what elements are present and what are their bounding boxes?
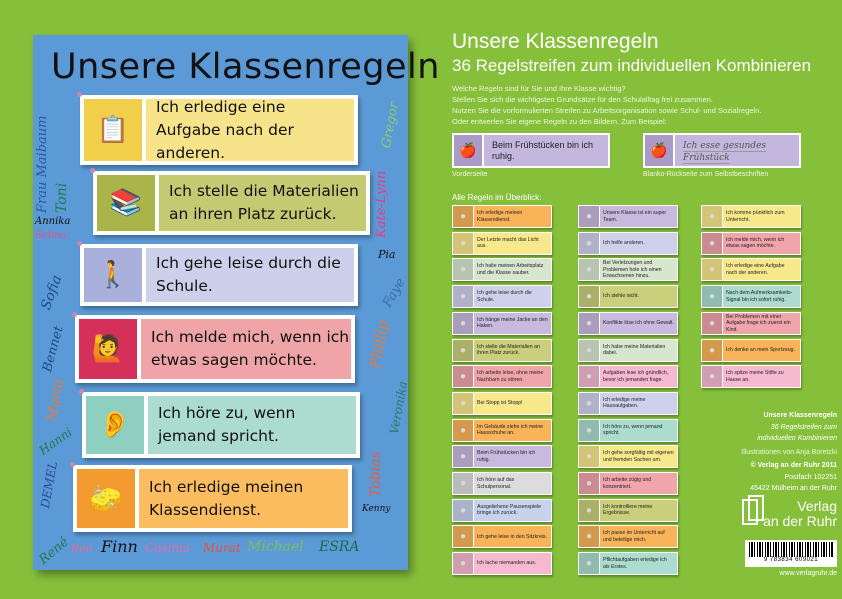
rule-strip (452, 499, 552, 522)
rule-text: Ich gehe leise durch die Schule. (474, 286, 551, 307)
rule-text: Konflikte löse ich ohne Gewalt. (600, 313, 677, 334)
rule-text: Bei Problemen mit einer Aufgabe frage ich zuerst ein Kind. (723, 313, 800, 334)
example-front-text: Beim Frühstücken bin ich ruhig. (484, 135, 608, 166)
handwritten-name: Hanni (36, 425, 75, 458)
rule-text: Ich erledige eine Aufgabe nach der anderen. (146, 99, 354, 161)
rule-illustration-icon: ● (579, 366, 599, 387)
rule-illustration-icon: ● (702, 286, 722, 307)
handwritten-name: Tobias (368, 451, 384, 497)
illustrator: Illustrationen von Anja Boretzki (741, 448, 837, 456)
rule-illustration-icon: ● (453, 286, 473, 307)
info-panel (452, 0, 842, 599)
rule-illustration-icon: ● (702, 366, 722, 387)
rule-strip (452, 445, 552, 468)
child-raising-hand-icon: 🙋 (79, 319, 137, 379)
handwritten-name: Faye (380, 275, 409, 310)
intro-text (452, 83, 761, 127)
rule-illustration-icon: ● (453, 393, 473, 414)
rule-strip (452, 419, 552, 442)
pin-icon (72, 312, 77, 317)
rule-illustration-icon: ● (453, 420, 473, 441)
rule-illustration-icon: ● (579, 420, 599, 441)
rule-strip (578, 445, 678, 468)
poster-title: Unsere Klassenregeln (51, 47, 440, 87)
rule-strip (452, 365, 552, 388)
rule-text: Ich melde mich, wenn ich etwas sagen möchte. (141, 319, 351, 379)
logo-line2: an der Ruhr (763, 513, 837, 529)
rule-text: Ich erledige meinen Klassendienst. (139, 469, 348, 528)
rule-illustration-icon: ● (453, 259, 473, 280)
rule-illustration-icon: ● (579, 500, 599, 521)
rule-strip (452, 258, 552, 281)
rule-text: Ich arbeite leise, ohne meine Nachbarn zu stören. (474, 366, 551, 387)
pin-icon (79, 389, 84, 394)
rule-text: Ich lache niemanden aus. (474, 553, 551, 574)
rule-illustration-icon: ● (579, 446, 599, 467)
rule-strip (701, 205, 801, 228)
rule-illustration-icon: ● (453, 553, 473, 574)
rule-illustration-icon: ● (702, 340, 722, 361)
rule-strip (701, 232, 801, 255)
rule-text: Im Gebäude ziehe ich meine Hausschuhe an. (474, 420, 551, 441)
footer-title: Unsere Klassenregeln (763, 412, 837, 419)
rule-illustration-icon: ● (579, 526, 599, 547)
all-rules-label: Alle Regeln im Überblick: (452, 193, 542, 202)
handwritten-name: Toni (54, 182, 70, 213)
handwritten-name: René (36, 534, 72, 568)
pin-icon (77, 92, 82, 97)
rule-illustration-icon: ● (702, 313, 722, 334)
rule-text: Ich höre auf das Schulpersonal. (474, 473, 551, 494)
caption-back: Blanko-Rückseite zum Selbstbeschriften (643, 171, 769, 178)
rule-strip (578, 419, 678, 442)
intro-line: Nutzen Sie die vorformulierten Streifen zu Arbeitsorganisation sowie Schul- und Sozialregeln. (452, 106, 762, 115)
handwritten-name: Ben (71, 542, 93, 555)
rule-text: Pflichtaufgaben erledige ich als Erstes. (600, 553, 677, 574)
rule-text: Ich stelle die Materialien an ihren Platz zurück. (159, 175, 366, 231)
footer-sub2: individuellen Kombinieren (757, 435, 837, 442)
rule-text: Ich kontrolliere meine Ergebnisse. (600, 500, 677, 521)
rule-text: Ich spitze meine Stifte zu Hause an. (723, 366, 800, 387)
poster-rule-strip (75, 315, 355, 383)
handwritten-name: Sofia (38, 273, 66, 313)
rule-strip (452, 339, 552, 362)
intro-line: Stellen Sie sich die wichtigsten Grundsätze für den Schulalltag frei zusammen. (452, 95, 713, 104)
rule-strip (578, 499, 678, 522)
rule-text: Ich höre zu, wenn jemand spricht. (600, 420, 677, 441)
rule-strip (578, 552, 678, 575)
rule-text: Ich gehe sorgfältig mit eigenen und fremden Sachen um. (600, 446, 677, 467)
postfach: Postfach 102251 (784, 473, 837, 481)
rule-illustration-icon: ● (702, 233, 722, 254)
rule-strip (578, 472, 678, 495)
rule-illustration-icon: ● (453, 340, 473, 361)
rule-strip (578, 525, 678, 548)
rule-strip (578, 205, 678, 228)
publisher-info (707, 410, 837, 495)
handwritten-name: Bennet (40, 324, 67, 374)
handwritten-name: Pia (378, 248, 396, 261)
rule-illustration-icon: ● (453, 526, 473, 547)
rule-strip (578, 285, 678, 308)
rule-illustration-icon: ● (453, 446, 473, 467)
rule-text: Ich gehe leise in den Sitzkreis. (474, 526, 551, 547)
rule-text: Aufgaben lese ich gründlich, bevor ich jemanden frage. (600, 366, 677, 387)
rule-strip (701, 258, 801, 281)
rule-strip (578, 232, 678, 255)
rule-text: Ich erledige eine Aufgabe nach der anderen. (723, 259, 800, 280)
rule-text: Ich denke an mein Sportzeug. (723, 340, 800, 361)
rule-strip (701, 285, 801, 308)
city: 45422 Mülheim an der Ruhr (750, 485, 837, 492)
handwritten-name: Annika (35, 216, 71, 227)
child-blackboard-icon: 🧽 (77, 469, 135, 528)
rule-strip (701, 339, 801, 362)
handwritten-name: ESRA (319, 539, 360, 555)
handwritten-name: Phillip (366, 318, 393, 370)
handwritten-name: Selma (35, 230, 67, 241)
rule-strip (578, 258, 678, 281)
child-tiptoe-icon: 🚶 (84, 248, 142, 302)
rule-strip (452, 525, 552, 548)
pin-icon (70, 462, 75, 467)
handwritten-name: Frau Maibaum (35, 115, 50, 213)
rule-text: Ich arbeite zügig und konzentriert. (600, 473, 677, 494)
rule-strip (578, 339, 678, 362)
rule-illustration-icon: ● (579, 233, 599, 254)
poster-rule-strip (93, 171, 370, 235)
rule-text: Ich erledige meine Hausaufgaben. (600, 393, 677, 414)
intro-line: Oder entwerfen Sie eigene Regeln zu den Bildern. Zum Beispiel: (452, 117, 667, 126)
panel-subtitle: 36 Regelstreifen zum individuellen Kombinieren (452, 56, 812, 75)
rule-strip (452, 205, 552, 228)
rule-text: Unsere Klasse ist ein super Team. (600, 206, 677, 227)
footer-sub1: 36 Regelstreifen zum (770, 423, 837, 431)
rule-strip (452, 392, 552, 415)
rule-illustration-icon: ● (579, 286, 599, 307)
rule-strip (452, 472, 552, 495)
clipboard-icon: 📋 (84, 99, 142, 161)
handwritten-name: Michael (247, 539, 304, 555)
rule-text: Bei Verletzungen und Problemen hole ich einen Erwachsenen hinzu. (600, 259, 677, 280)
rule-text: Ich habe meine Materialien dabei. (600, 340, 677, 361)
handwritten-name: Murat (203, 541, 241, 555)
rule-text: Ausgeliehene Pausenspiele bringe ich zurück. (474, 500, 551, 521)
rule-illustration-icon: ● (579, 473, 599, 494)
copyright: © Verlag an der Ruhr 2011 (750, 462, 837, 469)
rule-illustration-icon: ● (453, 206, 473, 227)
rule-strip (452, 285, 552, 308)
handwritten-name: Cosima (145, 541, 190, 555)
breakfast-icon: 🍎 (645, 135, 673, 166)
rule-text: Beim Frühstücken bin ich ruhig. (474, 446, 551, 467)
rule-strip (578, 365, 678, 388)
poster-rule-strip (80, 95, 358, 165)
rule-illustration-icon: ● (579, 206, 599, 227)
rule-strip (701, 312, 801, 335)
rule-text: Bei Stopp ist Stopp! (474, 393, 551, 414)
rule-strip (578, 392, 678, 415)
rule-text: Ich halte meinen Arbeitsplatz und die Klasse sauber. (474, 259, 551, 280)
rule-strip (452, 312, 552, 335)
rule-text: Ich passe im Unterricht auf und beteilige mich. (600, 526, 677, 547)
child-shelf-icon: 📚 (97, 175, 155, 231)
publisher-logo (742, 497, 837, 537)
rule-strip (578, 312, 678, 335)
rule-illustration-icon: ● (579, 393, 599, 414)
rule-text: Der Letzte macht das Licht aus. (474, 233, 551, 254)
poster (33, 35, 440, 570)
pin-icon (90, 168, 95, 173)
rule-strip (452, 552, 552, 575)
rule-illustration-icon: ● (453, 313, 473, 334)
breakfast-icon: 🍎 (454, 135, 482, 166)
rule-text: Nach dem Aufmerksamkeits-Signal bin ich sofort ruhig. (723, 286, 800, 307)
rule-illustration-icon: ● (453, 233, 473, 254)
rule-illustration-icon: ● (702, 259, 722, 280)
handwritten-name: DEMEL (38, 460, 61, 510)
handwritten-name: Finn (101, 537, 138, 556)
handwritten-name: Kate-Lynn (374, 170, 389, 238)
rule-text: Ich komme pünktlich zum Unterricht. (723, 206, 800, 227)
handwritten-name: Veronika (387, 380, 411, 436)
poster-rule-strip (82, 392, 360, 458)
rule-text: Ich helfe anderen. (600, 233, 677, 254)
rule-illustration-icon: ● (579, 340, 599, 361)
intro-line: Welche Regeln sind für Sie und Ihre Klasse wichtig? (452, 84, 626, 93)
isbn: 9 783834 609021 (763, 557, 819, 563)
rule-illustration-icon: ● (453, 366, 473, 387)
rule-strip (452, 232, 552, 255)
logo-mark-icon (748, 495, 764, 521)
example-strip-front (452, 133, 610, 168)
handwritten-name: Gregor (379, 100, 402, 150)
rule-illustration-icon: ● (453, 500, 473, 521)
handwritten-name: Mario (44, 378, 68, 423)
example-back-handwriting: Ich esse gesundes Frühstück (683, 141, 767, 163)
pin-icon (77, 241, 82, 246)
rule-illustration-icon: ● (702, 206, 722, 227)
panel-title: Unsere Klassenregeln (452, 30, 659, 53)
rule-text: Ich melde mich, wenn ich etwas sagen möchte. (723, 233, 800, 254)
rule-strip (701, 365, 801, 388)
rule-illustration-icon: ● (579, 553, 599, 574)
rule-text: Ich erledige meinen Klassendienst. (474, 206, 551, 227)
rule-text: Ich hänge meine Jacke an den Haken. (474, 313, 551, 334)
rule-illustration-icon: ● (579, 313, 599, 334)
rule-text: Ich höre zu, wenn jemand spricht. (148, 396, 356, 454)
caption-front: Vorderseite (452, 171, 488, 178)
rule-text: Ich stelle die Materialien an ihren Platz zurück. (474, 340, 551, 361)
child-listening-icon: 👂 (86, 396, 144, 454)
poster-rule-strip (80, 244, 358, 306)
rule-text: Ich stehle nicht. (600, 286, 677, 307)
barcode-bars (749, 542, 833, 557)
rule-illustration-icon: ● (453, 473, 473, 494)
publisher-url: www.verlagruhr.de (779, 570, 837, 577)
example-strip-back (643, 133, 801, 168)
barcode (745, 540, 837, 567)
poster-rule-strip (73, 465, 352, 532)
logo-line1: Verlag (797, 498, 837, 514)
handwritten-name: Kenny (362, 504, 391, 514)
rule-text: Ich gehe leise durch die Schule. (146, 248, 354, 302)
rule-illustration-icon: ● (579, 259, 599, 280)
